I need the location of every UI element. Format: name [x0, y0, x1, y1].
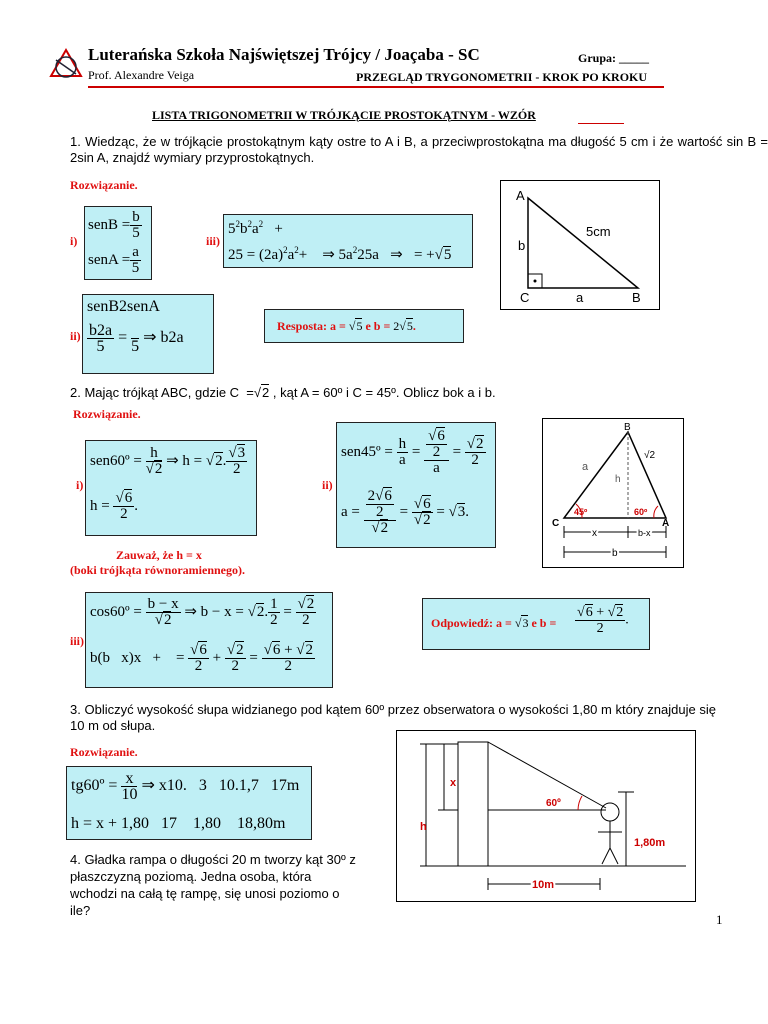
q2-fig-label-A: A [662, 518, 670, 529]
q2-fig-label-bx: b-x [638, 528, 651, 538]
header-rule [88, 86, 664, 88]
q2-solution-label: Rozwiązanie. [73, 407, 141, 421]
page-number: 1 [716, 912, 723, 927]
q2-fig-label-h: h [615, 474, 621, 485]
q2-fig-label-a: a [582, 461, 589, 473]
q2-note-line2: (boki trójkąta równoramiennego). [70, 563, 245, 577]
q1-step-iii-label: iii) [206, 234, 220, 248]
group-field: Grupa: _____ [578, 51, 650, 65]
q2-step-i-label: i) [76, 478, 84, 492]
q2-fig-angle-60: 60º [634, 507, 648, 517]
q2-answer-b-label: e b = [531, 616, 557, 630]
q1-equation-i: senB = $\frac{b}{5}$ senA = $\frac{a}{5}$ [84, 206, 152, 280]
q1-fig-label-C: C [520, 290, 530, 305]
q2-fig-label-C: C [552, 518, 560, 529]
q1-answer-b-label: e b = [365, 319, 391, 333]
title-underline [578, 123, 624, 124]
q2-fig-sqrt2-value: 2 [649, 450, 656, 461]
school-logo [48, 46, 84, 82]
q2-equation-iii: cos60º = $\frac{b - x}{√2}$ ⇒ b − x = √2. $\frac{1}{2}$ = $\frac{√2}{2}$ b(b x)x + = $\frac{√6}{2}$ + $\frac{√2}{2}$ = $\frac{√6 + √2}{2}$ [85, 592, 333, 688]
list-title: LISTA TRIGONOMETRII W TRÓJKĄCIE PROSTOKĄTNYM - WZÓR [152, 108, 536, 122]
q3-fig-label-h: h [420, 821, 427, 833]
q2-equation-ii: sen45º = $\frac{h}{a}$ = $\frac{\frac{√6}{2}}{a}$ = $\frac{√2}{2}$ a = $\frac{\frac{2√6}{2}}{√2}$ = $\frac{√6}{√2}$ = √3. [336, 422, 496, 548]
q1-fig-label-a: a [576, 290, 584, 305]
q2-fig-label-B: B [624, 422, 631, 433]
q3-solution-label: Rozwiązanie. [70, 745, 138, 759]
q1-equation-iii: $5^2b^2a^2$ + $25 = (2a)^2a^2+$ ⇒ $5a^225a$ ⇒ = +√5 [223, 214, 473, 268]
q1-solution-label: Rozwiązanie. [70, 178, 138, 192]
q3-fig-label-dist: 10m [532, 879, 555, 891]
question-1-text: 1. Wiedząc, że w trójkącie prostokątnym kąty ostre to A i B, a przeciwprostokątna ma długość 5 cm i że wartość sin B = 2sin A, znajdź wymiary przyprostokątnych. [70, 134, 768, 165]
teacher-name: Prof. Alexandre Veiga [88, 68, 195, 82]
q2-triangle-figure [542, 418, 684, 568]
worksheet-subtitle: PRZEGLĄD TRYGONOMETRII - KROK PO KROKU [356, 70, 648, 84]
q2-fig-label-x: x [592, 528, 597, 539]
q1-step-i-label: i) [70, 234, 78, 248]
q2-equation-i: sen60º = $\frac{h}{√2}$ ⇒ h = √2. $\frac{√3}{2}$ h = $\frac{√6}{2}$ . [85, 440, 257, 536]
q1-answer-a-label: Resposta: a = [277, 319, 346, 333]
q2-fig-sqrt2: √2 [644, 450, 656, 461]
school-name: Luterańska Szkoła Najświętszej Trójcy / Joaçaba - SC [88, 45, 480, 64]
q1-fig-label-A: A [516, 188, 525, 203]
q2-answer-box: Odpowiedź: a = √3 e b = $\frac{√6 + √2}{2}$ . [422, 598, 650, 650]
question-3-text: 3. Obliczyć wysokość słupa widzianego pod kątem 60º przez obserwatora o wysokości 1,80 m który znajduje się 10 m od słupa. [70, 702, 716, 733]
q2-fig-label-b: b [612, 548, 618, 559]
q1-triangle-figure [500, 180, 660, 310]
q2-fig-angle-45: 45º [574, 507, 588, 517]
q2-note-line1: Zauważ, że h = x [116, 548, 202, 562]
q2-text-end: , kąt A = 60º i C = 45º. Oblicz bok a i b. [272, 385, 496, 400]
q1-step-ii-label: ii) [70, 329, 81, 343]
q3-equation: tg60º = $\frac{x}{10}$ ⇒ x10. 3 10.1,7 17m h = x + 1,80 17 1,80 18,80m [66, 766, 312, 840]
q3-fig-label-height: 1,80m [634, 837, 666, 849]
q1-answer-box: Resposta: a = √5 e b = 2√5. [264, 309, 464, 343]
q2-text-start: 2. Mając trójkąt ABC, gdzie C [70, 385, 240, 400]
q3-pole-figure [396, 730, 696, 902]
q1-fig-label-B: B [632, 290, 641, 305]
q1-fig-label-b: b [518, 238, 526, 253]
question-4-text: 4. Gładka rampa o długości 20 m tworzy kąt 30º z płaszczyzną poziomą. Jedna osoba, która wchodzi na całą tę rampę, się unosi poziomo o ile? [70, 852, 356, 918]
q1-equation-ii: senB2senA $\frac{b2a}{5}$ = 5 ⇒ b2a [82, 294, 214, 374]
question-2-text: 2. Mając trójkąt ABC, gdzie C =√2 , kąt A = 60º i C = 45º. Oblicz bok a i b. [70, 385, 496, 400]
q2-step-ii-label: ii) [322, 478, 333, 492]
q3-fig-label-x: x [450, 777, 457, 789]
q1-answer-end: . [412, 319, 416, 333]
q3-fig-label-angle: 60º [546, 798, 561, 809]
q2-answer-a-label: Odpowiedź: a = [431, 616, 512, 630]
q2-step-iii-label: iii) [70, 634, 84, 648]
q1-fig-label-hyp: 5cm [586, 224, 611, 239]
